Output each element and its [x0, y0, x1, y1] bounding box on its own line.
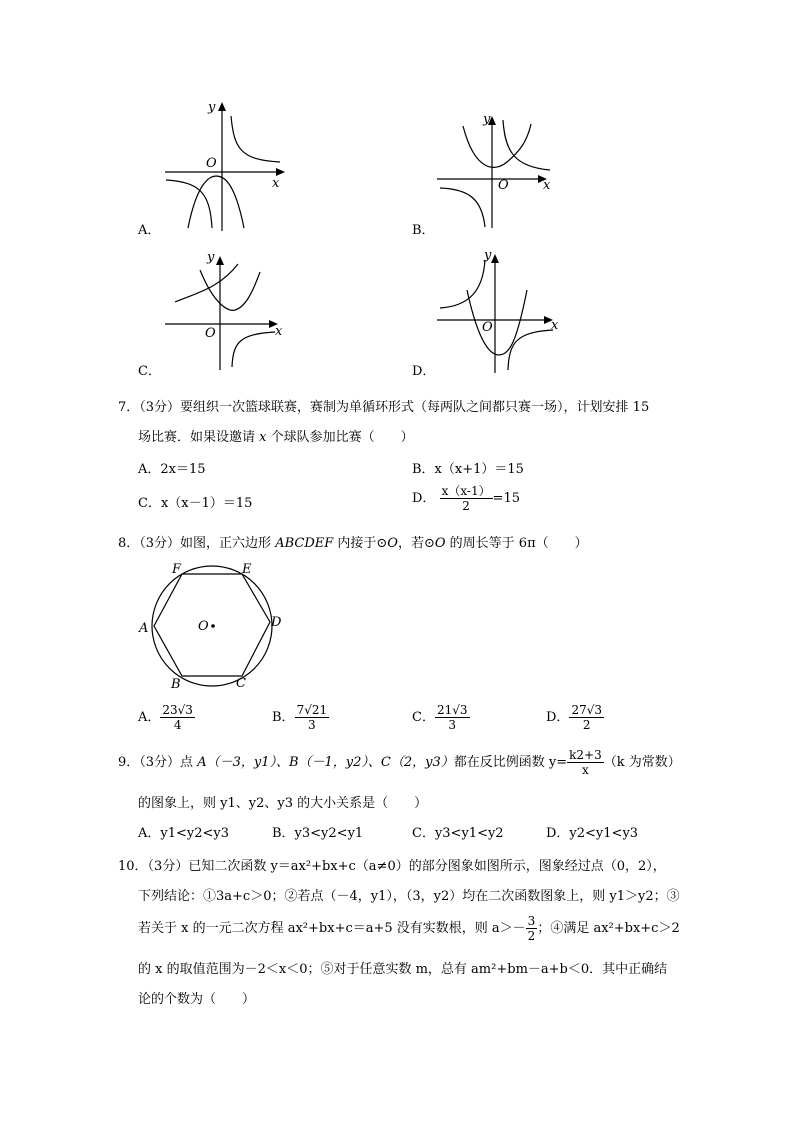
option-label: B． [412, 223, 435, 238]
origin-label: O [482, 320, 493, 335]
q7-option-c: C．x（x－1）＝15 [138, 496, 253, 511]
q7-option-d: D． $\frac{x(x-1)}{2}$ =15 [412, 484, 521, 513]
graph-option-a [160, 98, 290, 233]
axis-label: y [483, 112, 491, 127]
option-label: A． [138, 223, 161, 238]
axis-label: x [551, 318, 559, 333]
q9-stem-line1: 9．（3分）点 A（－3，y1）、B（－1，y2）、C（2，y3）都在反比例函数 y= $\frac{k2+3}{x}$ （k 为常数） [118, 748, 681, 777]
point-label-b: B [171, 677, 181, 692]
axis-label: x [275, 324, 283, 339]
q8-option-a: A． $\frac{23√3}{4}$ [138, 703, 193, 732]
q8-stem: 8．（3分）如图，正六边形 ABCDEF 内接于⊙O，若⊙O 的周长等于 6π（ ） [118, 536, 588, 551]
origin-label: O [206, 156, 217, 171]
q7-stem-line1: 7．（3分）要组织一次篮球联赛，赛制为单循环形式（每两队之间都只赛一场），计划安排 15 [118, 400, 650, 415]
q9-stem-line2: 的图象上，则 y1、y2、y3 的大小关系是（ ） [138, 796, 428, 811]
origin-label: O [498, 178, 509, 193]
q9-option-b: B．y3<y2<y1 [272, 826, 364, 841]
axis-label: x [543, 178, 551, 193]
origin-label: O [205, 326, 216, 341]
q8-option-d: D． $\frac{27√3}{2}$ [546, 703, 602, 732]
q9-option-a: A．y1<y2<y3 [138, 826, 230, 841]
point-label-f: F [172, 562, 182, 577]
q9-option-d: D．y2<y1<y3 [546, 826, 639, 841]
hexagon-figure [145, 560, 280, 690]
q9-option-c: C．y3<y1<y2 [412, 826, 504, 841]
graph-option-b [435, 112, 555, 232]
q8-option-b: B． $\frac{7√21}{3}$ [272, 703, 328, 732]
point-label-o: O [198, 619, 209, 634]
q7-option-b: B．x（x+1）＝15 [412, 462, 524, 477]
q7-stem-line2: 场比赛．如果设邀请 x 个球队参加比赛（ ） [138, 430, 414, 445]
q10-stem-line5: 论的个数为（ ） [138, 992, 256, 1007]
graph-option-c [160, 252, 285, 372]
option-label: D． [412, 364, 436, 379]
q7-option-a: A．2x＝15 [138, 462, 206, 477]
point-label-a: A [139, 621, 149, 636]
option-label: C． [138, 364, 161, 379]
point-label-c: C [236, 676, 246, 691]
graph-option-d [435, 250, 560, 375]
axis-label: y [484, 248, 492, 263]
axis-label: y [207, 250, 215, 265]
point-label-d: D [271, 615, 282, 630]
point-label-e: E [242, 562, 252, 577]
axis-label: y [208, 100, 216, 115]
axis-label: x [272, 176, 280, 191]
q10-stem-line1: 10．（3分）已知二次函数 y＝ax²+bx+c（a≠0）的部分图象如图所示，图象经过点（0，2）， [118, 859, 666, 874]
q10-stem-line2: 下列结论：①3a+c＞0；②若点（－4，y1），（3，y2）均在二次函数图象上，则 y1＞y2；③ [138, 889, 680, 904]
q8-option-c: C． $\frac{21√3}{3}$ [412, 703, 468, 732]
q10-stem-line4: 的 x 的取值范围为－2＜x＜0；⑤对于任意实数 m，总有 am²+bm－a+b＜0．其中正确结 [138, 962, 668, 977]
q10-stem-line3: 若关于 x 的一元二次方程 ax²+bx+c＝a+5 没有实数根，则 a＞－ $\frac{3}{2}$ ；④满足 ax²+bx+c＞2 [138, 914, 680, 943]
